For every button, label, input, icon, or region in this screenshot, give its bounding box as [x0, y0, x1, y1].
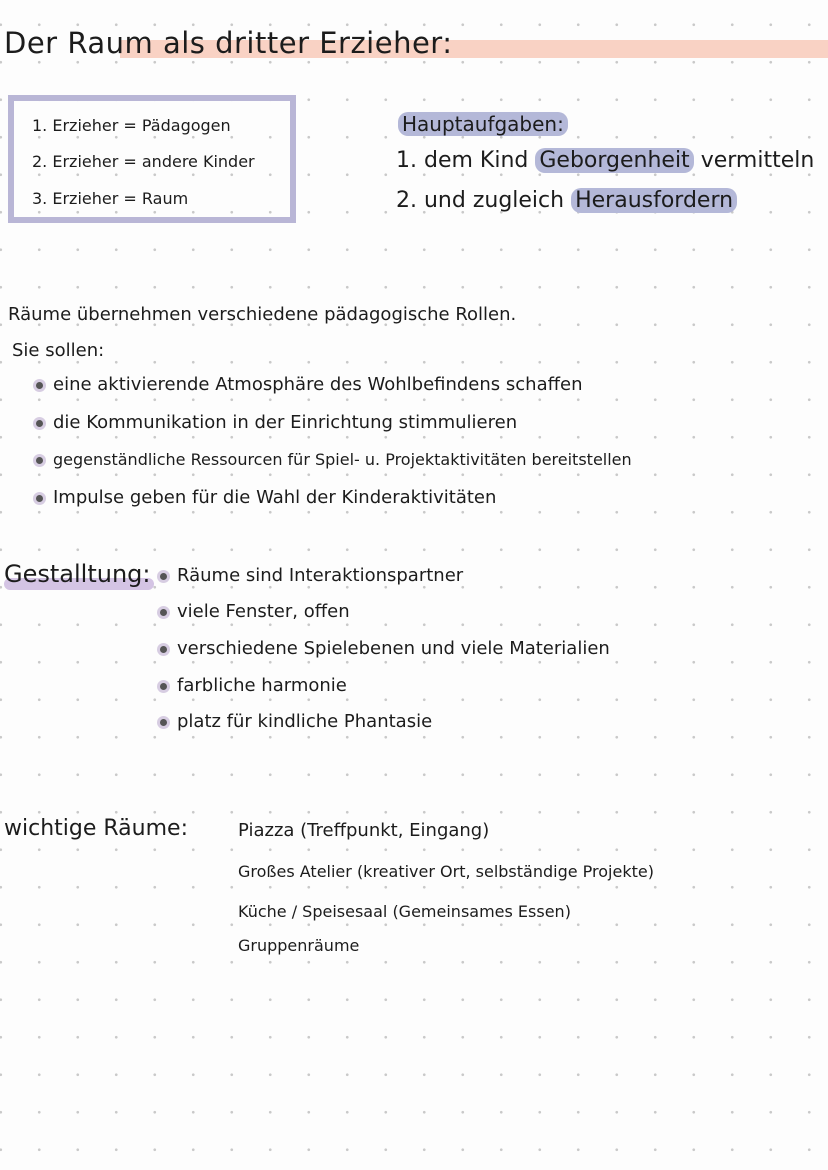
bullet-icon: [160, 573, 167, 580]
intro-line: Räume übernehmen verschiedene pädagogische Rollen.: [8, 304, 517, 325]
raeume-label: wichtige Räume:: [4, 816, 188, 841]
list-item-text: Impulse geben für die Wahl der Kinderaktivitäten: [53, 487, 497, 508]
hauptaufgaben-heading: [398, 112, 568, 137]
list-item-text: eine aktivierende Atmosphäre des Wohlbefindens schaffen: [53, 374, 583, 395]
list-item-text: platz für kindliche Phantasie: [177, 711, 433, 732]
bullet-icon: [160, 609, 167, 616]
list-item: [160, 565, 463, 586]
bullet-icon: [36, 457, 43, 464]
list-item: [36, 374, 583, 395]
list-item: [36, 412, 517, 433]
hauptaufgaben-label: Hauptaufgaben:: [398, 112, 568, 136]
bullet-icon: [36, 495, 43, 502]
raum-item: Großes Atelier (kreativer Ort, selbständige Projekte): [238, 862, 654, 881]
list-item-text: farbliche harmonie: [177, 675, 347, 696]
raum-item: Piazza (Treffpunkt, Eingang): [238, 820, 490, 841]
list-item-text: gegenständliche Ressourcen für Spiel- u. Projektaktivitäten bereitstellen: [53, 450, 632, 469]
raum-item: Gruppenräume: [238, 936, 360, 955]
intro-line: Sie sollen:: [12, 340, 105, 361]
hauptaufgabe-1: [396, 148, 814, 173]
list-item: [160, 601, 350, 622]
gestaltung-label: Gestalltung:: [4, 560, 151, 588]
list-item: [160, 711, 432, 732]
list-item-text: die Kommunikation in der Einrichtung stimmulieren: [53, 412, 518, 433]
box-item: 1. Erzieher = Pädagogen: [32, 116, 231, 135]
bullet-icon: [160, 646, 167, 653]
bullet-icon: [36, 382, 43, 389]
box-item: 3. Erzieher = Raum: [32, 189, 189, 208]
hauptaufgabe-2: [396, 188, 737, 213]
raum-item: Küche / Speisesaal (Gemeinsames Essen): [238, 902, 571, 921]
text: 1. dem Kind: [396, 148, 529, 173]
bullet-icon: [36, 420, 43, 427]
list-item: [36, 450, 632, 469]
bullet-icon: [160, 719, 167, 726]
page-title: Der Raum als dritter Erzieher:: [4, 26, 453, 60]
list-item-text: verschiedene Spielebenen und viele Materialien: [177, 638, 610, 659]
bullet-icon: [160, 683, 167, 690]
highlight: Geborgenheit: [535, 148, 693, 173]
highlight: Herausfordern: [571, 188, 737, 213]
list-item: [160, 675, 347, 696]
list-item-text: Räume sind Interaktionspartner: [177, 565, 464, 586]
list-item: [160, 638, 610, 659]
list-item: [36, 487, 496, 508]
box-item: 2. Erzieher = andere Kinder: [32, 152, 255, 171]
text: vermitteln: [700, 148, 815, 173]
list-item-text: viele Fenster, offen: [177, 601, 350, 622]
text: 2. und zugleich: [396, 188, 565, 213]
